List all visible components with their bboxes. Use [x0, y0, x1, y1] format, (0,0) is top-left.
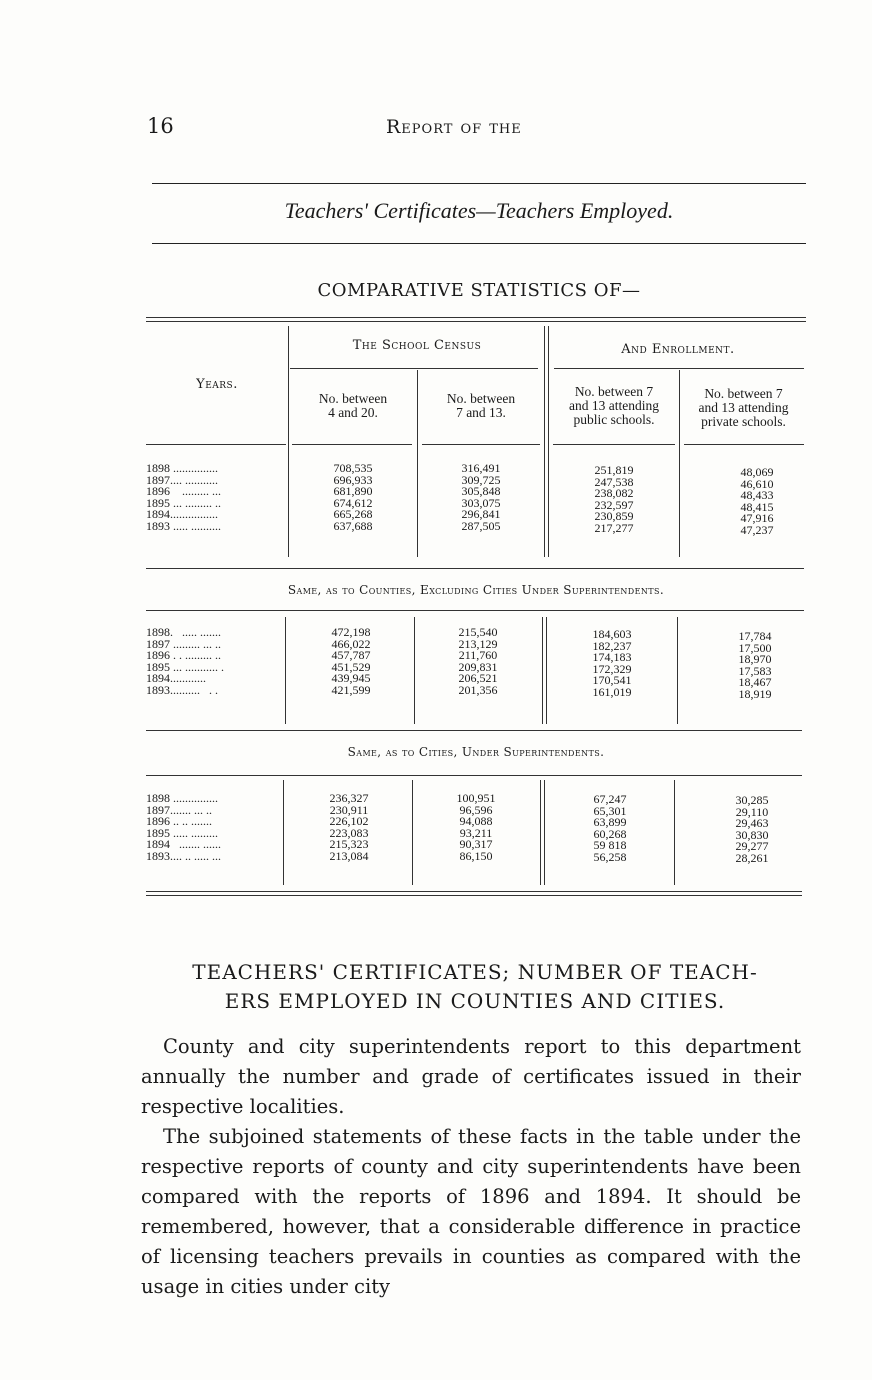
col-divider — [412, 780, 413, 885]
col-divider — [285, 617, 286, 724]
header-rule — [146, 444, 286, 445]
counties-subtitle: Same, as to Counties, Excluding Cities Under Superintendents. — [287, 583, 665, 597]
paragraph: The subjoined statements of these facts in the table under the respective reports of county and city superintendents have been compared with the reports of 1896 and 1894. It should be remembered, however, that a considerable difference in practice of licensing teachers prevails in counties as compared with the usage in cities under city — [141, 1125, 801, 1298]
col-public-header: No. between 7 and 13 attending public schools. — [569, 384, 659, 427]
col-divider — [288, 326, 289, 557]
col-divider — [540, 780, 541, 885]
table-rule — [146, 891, 802, 892]
col-divider — [283, 780, 284, 885]
data-column: 48,069 46,610 48,433 48,415 47,916 47,237 — [740, 465, 774, 537]
col-7-to-13-header: No. between 7 and 13. — [446, 391, 516, 420]
col-divider — [546, 617, 547, 724]
col-private-header: No. between 7 and 13 attending private schools. — [698, 386, 789, 429]
data-column: 184,603 182,237 174,183 172,329 170,541 161,019 — [592, 627, 632, 699]
data-column: 215,540 213,129 211,760 209,831 206,521 201,356 — [458, 625, 498, 697]
col-divider — [677, 617, 678, 724]
header-rule — [684, 444, 804, 445]
years-header: Years. — [196, 377, 238, 392]
col-divider — [679, 370, 680, 557]
title-rule-top — [152, 183, 806, 184]
col-divider — [544, 326, 545, 557]
table-rule — [146, 321, 806, 322]
col-divider — [544, 780, 545, 885]
col-divider — [674, 780, 675, 885]
enrollment-header: And Enrollment. — [621, 342, 735, 357]
school-census-header: The School Census — [352, 338, 482, 353]
data-column: 472,198 466,022 457,787 451,529 439,945 421,599 — [331, 625, 371, 697]
group-rule — [290, 368, 538, 369]
title-rule-bottom — [152, 243, 806, 244]
section-title: Teachers' Certificates—Teachers Employed. — [284, 198, 674, 223]
data-column: 100,951 96,596 94,088 93,211 90,317 86,150 — [456, 791, 496, 863]
years-column: 1898 ............... 1897....... ... .. 1896 .. .. ....... 1895 ..... ......... 1894 ....... ...... 1893.... .. ..... ... — [146, 791, 221, 863]
data-column: 17,784 17,500 18,970 17,583 18,467 18,919 — [738, 629, 772, 701]
heading-line: TEACHERS' CERTIFICATES; NUMBER OF TEACH- — [192, 960, 758, 984]
years-column: 1898 ............... 1897.... ........... 1896 ......... ... 1895 ... ......... .. 1894................ 1893 ..... .......... — [146, 461, 221, 533]
col-divider — [414, 617, 415, 724]
data-column: 67,247 65,301 63,899 60,268 59 818 56,258 — [593, 792, 627, 864]
page-number: 16 — [147, 114, 174, 138]
header-rule — [422, 444, 540, 445]
table-title: COMPARATIVE STATISTICS OF— — [317, 280, 641, 301]
col-divider — [417, 370, 418, 557]
section-rule — [146, 775, 802, 776]
section-rule — [146, 730, 802, 731]
years-column: 1898. ..... ....... 1897 ......... ... .. 1896 . . ......... .. 1895 ... ........... . 1894............ 1893.......... . . — [146, 625, 224, 697]
data-column: 251,819 247,538 238,082 232,597 230,859 217,277 — [594, 463, 634, 535]
cities-subtitle: Same, as to Cities, Under Superintendents. — [347, 745, 605, 759]
chapter-heading — [130, 958, 820, 1016]
col-4-to-20-header: No. between 4 and 20. — [318, 391, 388, 420]
data-column: 30,285 29,110 29,463 30,830 29,277 28,261 — [735, 793, 769, 865]
data-column: 316,491 309,725 305,848 303,075 296,841 287,505 — [461, 461, 501, 533]
section-rule — [146, 610, 804, 611]
section-rule — [146, 568, 804, 569]
data-column: 236,327 230,911 226,102 223,083 215,323 213,084 — [329, 791, 369, 863]
table-rule — [146, 317, 806, 318]
header-rule — [553, 444, 675, 445]
data-column: 708,535 696,933 681,890 674,612 665,268 637,688 — [333, 461, 373, 533]
header-rule — [292, 444, 412, 445]
table-rule — [146, 895, 802, 896]
running-head: Report of the — [386, 116, 522, 138]
paragraph: County and city superintendents report to this department annually the number and grade of certificates issued in their respective localities. — [141, 1035, 801, 1118]
col-divider — [542, 617, 543, 724]
group-rule — [554, 368, 804, 369]
heading-line: ERS EMPLOYED IN COUNTIES AND CITIES. — [224, 989, 726, 1013]
